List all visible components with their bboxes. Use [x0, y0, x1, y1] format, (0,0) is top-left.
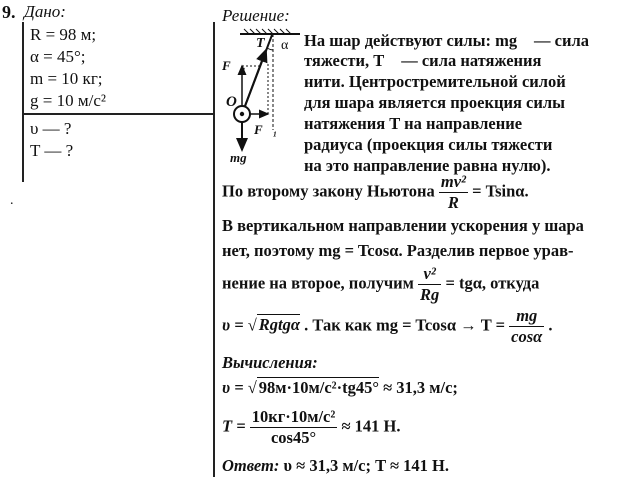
calc-v-prefix: υ = — [222, 378, 244, 397]
newton-prefix: По второму закону Ньютона — [222, 181, 435, 201]
given-item-gravity: g = 10 м/с² — [30, 91, 106, 110]
label-tension: T⃗ — [256, 36, 276, 51]
result-denominator: cosα — [511, 327, 543, 346]
divide-fraction — [418, 264, 441, 305]
result-fraction — [509, 306, 544, 347]
calc-t-numerator: 10кг·10м/с² — [251, 407, 336, 426]
divide-numerator: v² — [423, 264, 436, 283]
calc-t-prefix: T = — [222, 416, 246, 436]
vertical-line-2: нет, поэтому mg = Tcosα. Разделив первое урав- — [222, 241, 574, 260]
result-v-sqrt: Rgtgα — [258, 315, 301, 335]
intro-line-5: натяжения T на направление — [304, 114, 523, 133]
newton-denominator: R — [439, 192, 468, 213]
result-line — [222, 306, 553, 347]
label-f1: F⃗₁ — [254, 122, 278, 137]
tension-arrow — [242, 50, 266, 114]
given-item-mass: m = 10 кг; — [30, 69, 103, 88]
label-alpha: α — [281, 38, 289, 53]
given-item-angle: α = 45°; — [30, 47, 86, 66]
calc-v-line — [222, 378, 458, 398]
calc-label: Вычисления: — [222, 353, 318, 372]
answer-line — [222, 456, 449, 476]
newton-numerator: mv² — [440, 172, 466, 191]
calc-t-line — [222, 407, 400, 448]
newton-suffix: = Tsinα. — [472, 181, 529, 201]
intro-line-2: тяжести, T⃗ — сила натяжения — [304, 51, 542, 70]
result-v-prefix: υ = — [222, 315, 244, 335]
answer-label: Ответ: — [222, 456, 280, 475]
given-divider — [22, 113, 214, 115]
result-end: . — [548, 315, 553, 335]
given-item-radius: R = 98 м; — [30, 25, 97, 44]
divide-prefix: нение на второе, получим — [222, 273, 414, 293]
divide-denominator: Rg — [420, 285, 440, 304]
solution-vertical-divider — [213, 22, 215, 477]
calc-v-sqrt: 98м·10м/с²·tg45° — [258, 378, 379, 397]
calc-v-result: ≈ 31,3 м/с; — [383, 378, 458, 397]
sqrt-sign: √ — [247, 315, 257, 335]
calc-t-denominator: cos45° — [250, 427, 338, 448]
margin-dot: . — [10, 193, 14, 208]
find-item-speed: υ — ? — [30, 119, 72, 138]
find-item-tension: T — ? — [30, 141, 74, 160]
newton-law-line — [222, 172, 529, 213]
intro-line-3: нити. Центростремительной силой — [304, 72, 566, 91]
newton-fraction — [439, 172, 468, 213]
intro-line-6: радиуса (проекция силы тяжести — [304, 135, 553, 154]
sqrt-sign: √ — [247, 378, 257, 397]
answer-text: υ ≈ 31,3 м/с; T ≈ 141 Н. — [283, 456, 449, 475]
divide-line — [222, 264, 539, 305]
intro-line-4: для шара является проекция силы — [304, 93, 565, 112]
calc-t-fraction — [250, 407, 338, 448]
solution-label: Решение: — [222, 6, 290, 25]
calc-t-result: ≈ 141 Н. — [341, 416, 401, 436]
intro-line-1: На шар действуют силы: mg⃗ — сила — [304, 31, 590, 50]
problem-number: 9. — [2, 2, 16, 22]
divide-suffix: = tgα, откуда — [445, 273, 540, 293]
given-label: Дано: — [24, 2, 66, 21]
result-numerator: mg — [516, 306, 538, 325]
intro-line-7: на это направление равна нулю). — [304, 156, 551, 175]
vertical-line-1: В вертикальном направлении ускорения у шара — [222, 216, 584, 235]
result-mid: . Так как mg = Tcosα → T = — [304, 315, 506, 335]
label-f2: F⃗₂ — [222, 58, 246, 73]
ball-center — [240, 112, 244, 116]
label-mg: mg⃗ — [230, 150, 257, 165]
label-origin: O — [226, 94, 237, 110]
left-vertical-divider — [22, 22, 24, 182]
